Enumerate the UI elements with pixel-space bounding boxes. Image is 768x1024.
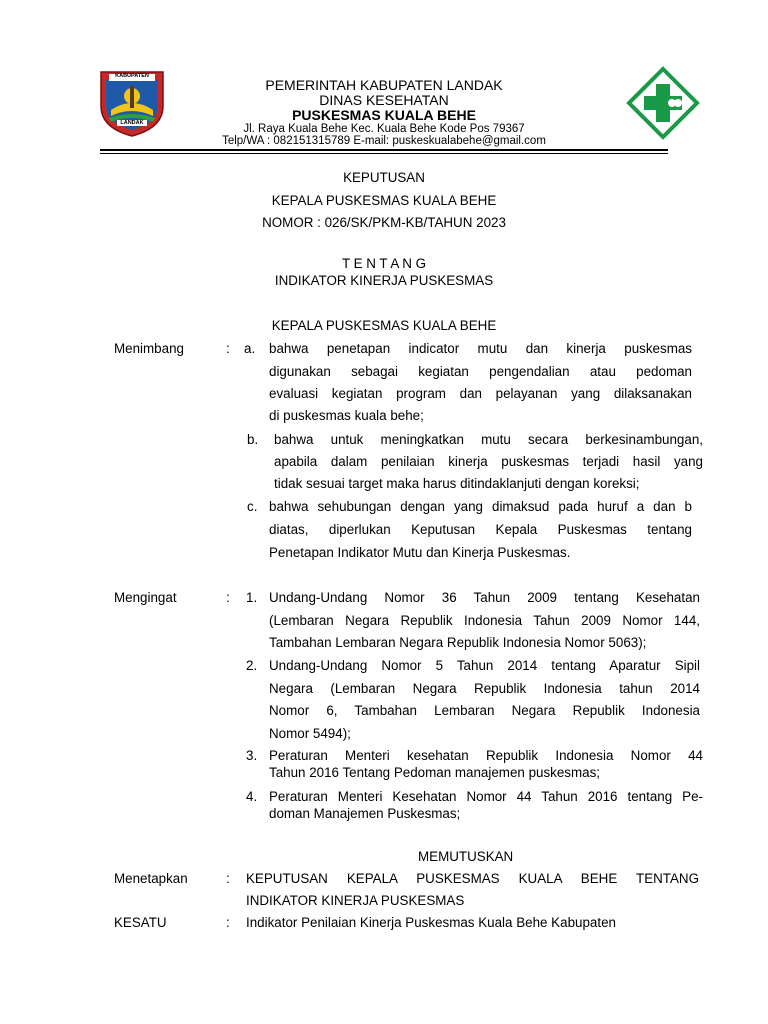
mengingat-4-line-1: Peraturan Menteri Kesehatan Nomor 44 Tahun 2016 tentang Pe- bbox=[269, 789, 703, 804]
mengingat-2-line-2: Negara (Lembaran Negara Republik Indonesia tahun 2014 bbox=[269, 681, 700, 696]
mengingat-colon: : bbox=[226, 590, 230, 605]
menimbang-label: Menimbang bbox=[114, 341, 184, 356]
memutuskan-heading: MEMUTUSKAN bbox=[418, 849, 514, 864]
menetapkan-label: Menetapkan bbox=[114, 871, 188, 886]
mengingat-1-line-3: Tambahan Lembaran Negara Republik Indonesia Nomor 5063); bbox=[269, 635, 647, 650]
mengingat-3-line-2: Tahun 2016 Tentang Pedoman manajemen puskesmas; bbox=[269, 765, 601, 780]
doc-authority: KEPALA PUSKESMAS KUALA BEHE bbox=[271, 318, 497, 333]
doc-title: KEPUTUSAN bbox=[343, 170, 425, 185]
mengingat-mark-1: 1. bbox=[246, 590, 258, 605]
menetapkan-line-1: KEPUTUSAN KEPALA PUSKESMAS KUALA BEHE TENTANG bbox=[246, 871, 699, 886]
mengingat-2-line-3: Nomor 6, Tambahan Lembaran Negara Republik Indonesia bbox=[269, 703, 700, 718]
menimbang-c-line-3: Penetapan Indikator Mutu dan Kinerja Puskesmas. bbox=[269, 545, 571, 560]
kesatu-colon: : bbox=[226, 915, 230, 930]
menimbang-mark-c: c. bbox=[247, 499, 258, 514]
mengingat-mark-4: 4. bbox=[246, 789, 258, 804]
logo-caption-bottom: LANDAK bbox=[120, 120, 144, 126]
header-rule-thick bbox=[100, 149, 668, 151]
doc-number: NOMOR : 026/SK/PKM-KB/TAHUN 2023 bbox=[262, 215, 506, 230]
mengingat-2-line-4: Nomor 5494); bbox=[269, 726, 351, 741]
header-contact: Telp/WA : 082151315789 E-mail: puskeskualabehe@gmail.com bbox=[222, 135, 546, 147]
menetapkan-line-2: INDIKATOR KINERJA PUSKESMAS bbox=[246, 893, 465, 908]
mengingat-3-line-1: Peraturan Menteri kesehatan Republik Indonesia Nomor 44 bbox=[269, 748, 703, 763]
menimbang-colon: : bbox=[226, 341, 230, 356]
menimbang-b-line-1: bahwa untuk meningkatkan mutu secara berkesinambungan, bbox=[274, 432, 703, 447]
kesatu-text: Indikator Penilaian Kinerja Puskesmas Kuala Behe Kabupaten bbox=[246, 915, 616, 930]
menimbang-mark-a: a. bbox=[244, 341, 256, 356]
menimbang-a-line-4: di puskesmas kuala behe; bbox=[269, 408, 424, 423]
mengingat-1-line-2: (Lembaran Negara Republik Indonesia Tahun 2009 Nomor 144, bbox=[269, 613, 700, 628]
mengingat-label: Mengingat bbox=[114, 590, 177, 605]
header-department: DINAS KESEHATAN bbox=[319, 92, 449, 108]
menimbang-a-line-2: digunakan sebagai kegiatan pengendalian atau pedoman bbox=[269, 364, 692, 379]
header-rule-thin bbox=[100, 153, 668, 154]
doc-issuer: KEPALA PUSKESMAS KUALA BEHE bbox=[271, 193, 497, 208]
menimbang-c-line-2: diatas, diperlukan Keputusan Kepala Puskesmas tentang bbox=[269, 522, 692, 537]
menimbang-a-line-3: evaluasi kegiatan program dan pelayanan yang dilaksanakan bbox=[269, 386, 692, 401]
menimbang-mark-b: b. bbox=[247, 432, 259, 447]
menimbang-b-line-2: apabila dalam penilaian kinerja puskesmas terjadi hasil yang bbox=[274, 454, 703, 469]
doc-subject: INDIKATOR KINERJA PUSKESMAS bbox=[274, 273, 494, 288]
doc-tentang: T E N T A N G bbox=[341, 256, 427, 271]
menetapkan-colon: : bbox=[226, 871, 230, 886]
header-address: Jl. Raya Kuala Behe Kec. Kuala Behe Kode Pos 79367 bbox=[243, 123, 525, 135]
mengingat-2-line-1: Undang-Undang Nomor 5 Tahun 2014 tentang Aparatur Sipil bbox=[269, 658, 700, 673]
menimbang-a-line-1: bahwa penetapan indicator mutu dan kinerja puskesmas bbox=[269, 341, 692, 356]
menimbang-b-line-3: tidak sesuai target maka harus ditindaklanjuti dengan koreksi; bbox=[274, 476, 640, 491]
logo-caption-top: KABUPATEN bbox=[115, 73, 149, 79]
kesatu-label: KESATU bbox=[114, 915, 167, 930]
mengingat-1-line-1: Undang-Undang Nomor 36 Tahun 2009 tentang Kesehatan bbox=[269, 590, 700, 605]
menimbang-c-line-1: bahwa sehubungan dengan yang dimaksud pada huruf a dan b bbox=[269, 499, 692, 514]
mengingat-4-line-2: doman Manajemen Puskesmas; bbox=[269, 806, 461, 821]
header-puskesmas: PUSKESMAS KUALA BEHE bbox=[292, 107, 476, 123]
header-government: PEMERINTAH KABUPATEN LANDAK bbox=[265, 77, 503, 93]
mengingat-mark-2: 2. bbox=[246, 658, 258, 673]
mengingat-mark-3: 3. bbox=[246, 748, 258, 763]
